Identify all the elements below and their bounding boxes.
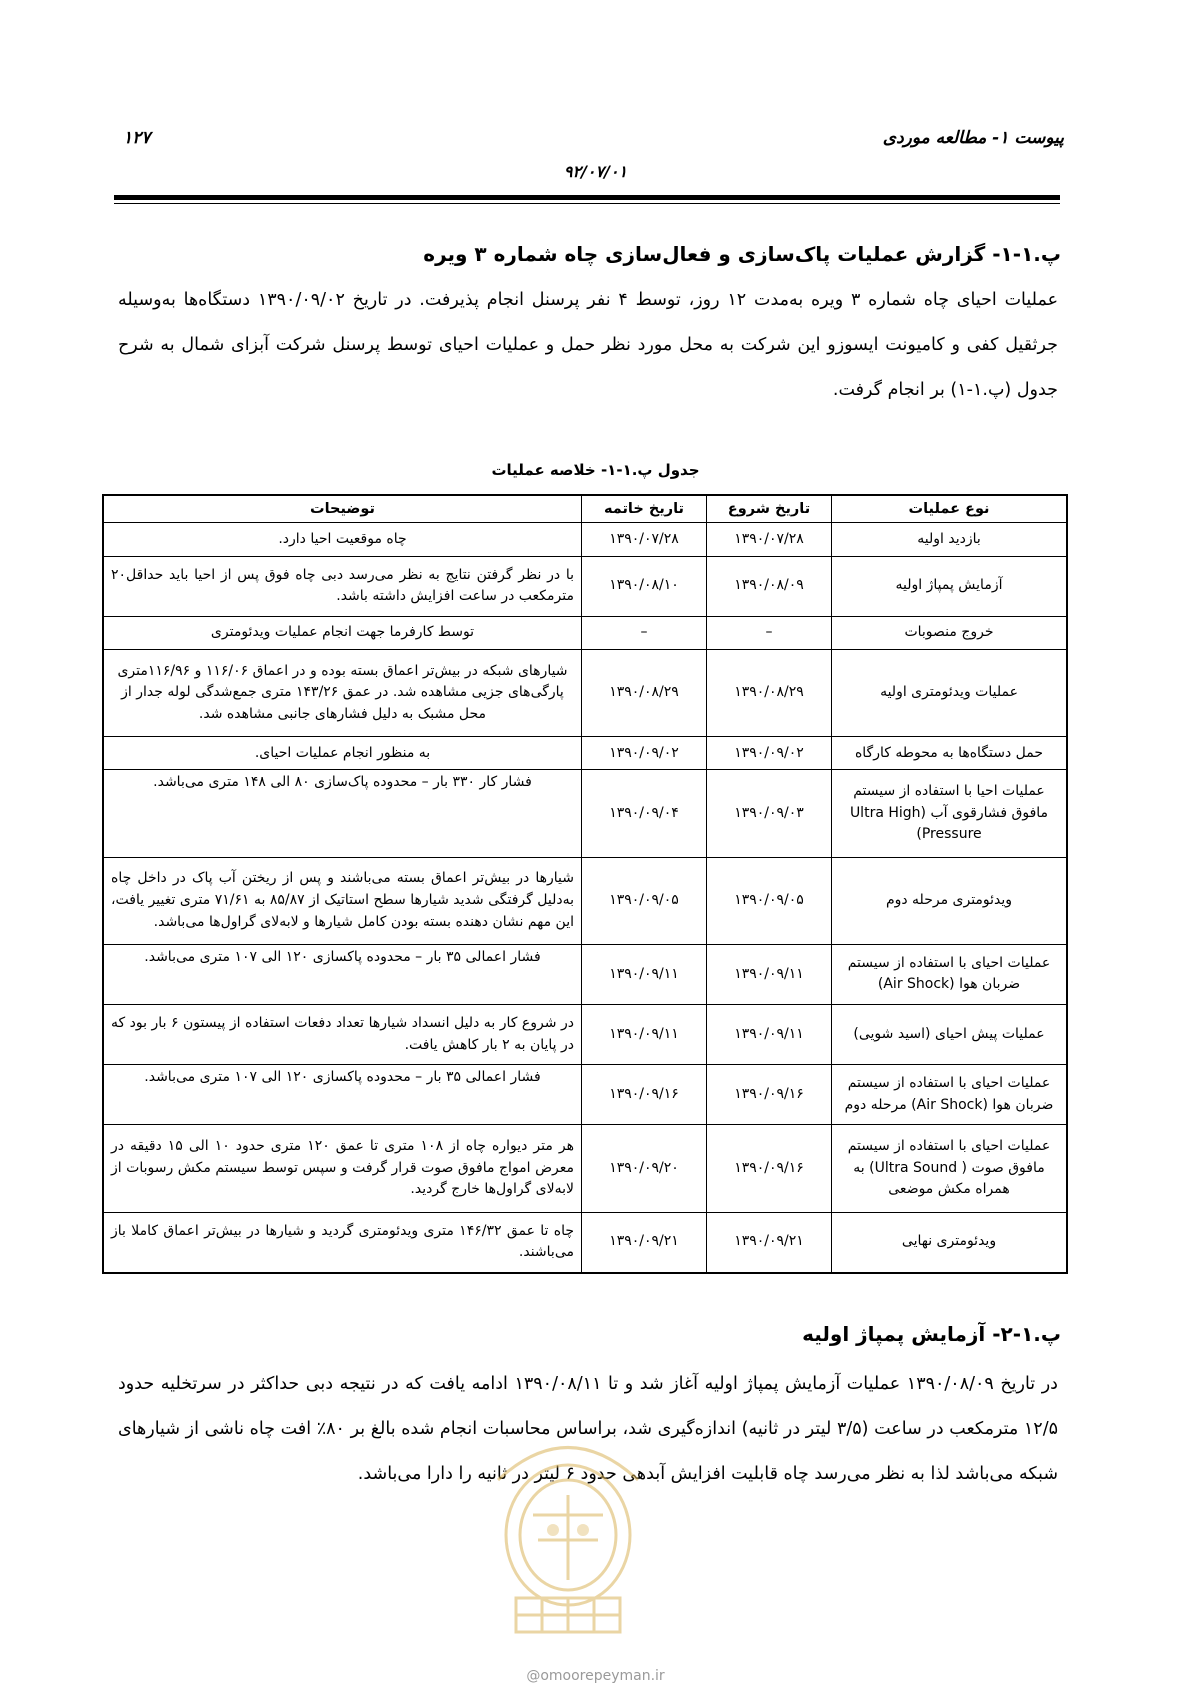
- cell-description: توسط کارفرما جهت انجام عملیات ویدئومتری: [103, 616, 582, 649]
- cell-description: فشار اعمالی ۳۵ بار – محدوده پاکسازی ۱۲۰ الی ۱۰۷ متری می‌باشد.: [103, 1065, 582, 1125]
- cell-end-date: ۱۳۹۰/۰۹/۲۰: [582, 1125, 707, 1212]
- table-row: [103, 650, 1067, 737]
- header-end-date: تاریخ خاتمه: [582, 495, 707, 523]
- seal-stamp-logo: [478, 1420, 658, 1650]
- watermark-url: @omoorepeyman.ir: [526, 1668, 665, 1684]
- cell-operation-type: ویدئومتری مرحله دوم: [832, 857, 1068, 944]
- header-description: توضیحات: [103, 495, 582, 523]
- cell-start-date: ۱۳۹۰/۰۹/۰۲: [707, 737, 832, 770]
- cell-start-date: ۱۳۹۰/۰۹/۱۶: [707, 1065, 832, 1125]
- header-start-date: تاریخ شروع: [707, 495, 832, 523]
- document-code: ۹۲/۰۷/۰۱: [563, 162, 628, 181]
- cell-start-date: ۱۳۹۰/۰۸/۲۹: [707, 650, 832, 737]
- header-rule-thick: [114, 195, 1060, 200]
- table-row: [103, 1005, 1067, 1065]
- cell-operation-type: آزمایش پمپاژ اولیه: [832, 556, 1068, 616]
- cell-end-date: ۱۳۹۰/۰۹/۱۱: [582, 944, 707, 1004]
- cell-end-date: ۱۳۹۰/۰۸/۱۰: [582, 556, 707, 616]
- cell-operation-type: عملیات احیا با استفاده از سیستم مافوق فشارقوی آب (Ultra High Pressure): [832, 770, 1068, 857]
- cell-start-date: ۱۳۹۰/۰۹/۰۵: [707, 857, 832, 944]
- cell-description: فشار اعمالی ۳۵ بار – محدوده پاکسازی ۱۲۰ الی ۱۰۷ متری می‌باشد.: [103, 944, 582, 1004]
- table-row: [103, 1125, 1067, 1212]
- cell-start-date: ۱۳۹۰/۰۹/۱۱: [707, 944, 832, 1004]
- cell-operation-type: عملیات احیای با استفاده از سیستم ضربان هوا (Air Shock) مرحله دوم: [832, 1065, 1068, 1125]
- cell-end-date: ۱۳۹۰/۰۹/۱۶: [582, 1065, 707, 1125]
- cell-start-date: ۱۳۹۰/۰۹/۲۱: [707, 1212, 832, 1273]
- cell-end-date: ۱۳۹۰/۰۹/۱۱: [582, 1005, 707, 1065]
- table-header-row: [103, 495, 1067, 523]
- table-row: [103, 556, 1067, 616]
- table-row: [103, 770, 1067, 857]
- cell-description: در شروع کار به دلیل انسداد شیارها تعداد دفعات استفاده از پیستون ۶ بار بود که در پایان به ۲ بار کاهش یافت.: [103, 1005, 582, 1065]
- section-1-paragraph: عملیات احیای چاه شماره ۳ ویره به‌مدت ۱۲ روز، توسط ۴ نفر پرسنل انجام پذیرفت. در تاریخ ۱۳۹۰/۰۹/۰۲ دستگاه‌ها به‌وسیله جرثقیل کفی و کامیونت ایسوزو این شرکت به محل مورد نظر حمل و عملیات احیای توسط پرسنل شرکت آبزای شمال به شرح جدول (پ.۱-۱) بر انجام گرفت.: [118, 290, 1059, 400]
- operations-table: [102, 494, 1068, 1274]
- cell-operation-type: بازدید اولیه: [832, 523, 1068, 556]
- cell-end-date: ۱۳۹۰/۰۹/۰۴: [582, 770, 707, 857]
- section-1-heading: پ.۱-۱- گزارش عملیات پاک‌سازی و فعال‌سازی چاه شماره ۳ ویره: [423, 242, 1061, 266]
- cell-end-date: ۱۳۹۰/۰۹/۰۲: [582, 737, 707, 770]
- cell-start-date: ۱۳۹۰/۰۹/۰۳: [707, 770, 832, 857]
- cell-operation-type: عملیات احیای با استفاده از سیستم مافوق صوت ( Ultra Sound) به همراه مکش موضعی: [832, 1125, 1068, 1212]
- running-header-title: پیوست ۱- مطالعه موردی: [882, 128, 1064, 148]
- cell-start-date: ۱۳۹۰/۰۸/۰۹: [707, 556, 832, 616]
- table-row: [103, 857, 1067, 944]
- table-row: [103, 1065, 1067, 1125]
- cell-end-date: ۱۳۹۰/۰۹/۲۱: [582, 1212, 707, 1273]
- cell-description: چاه موقعیت احیا دارد.: [103, 523, 582, 556]
- table-row: [103, 1212, 1067, 1273]
- section-2-heading: پ.۱-۲- آزمایش پمپاژ اولیه: [802, 1322, 1061, 1346]
- page-number: ۱۲۷: [123, 128, 151, 148]
- table-row: [103, 523, 1067, 556]
- cell-operation-type: خروج منصوبات: [832, 616, 1068, 649]
- cell-start-date: ۱۳۹۰/۰۹/۱۱: [707, 1005, 832, 1065]
- table-row: [103, 616, 1067, 649]
- cell-operation-type: عملیات ویدئومتری اولیه: [832, 650, 1068, 737]
- table-caption: جدول پ.۱-۱- خلاصه عملیات: [491, 461, 700, 479]
- cell-description: فشار کار ۳۳۰ بار – محدوده پاک‌سازی ۸۰ الی ۱۴۸ متری می‌باشد.: [103, 770, 582, 857]
- header-operation-type: نوع عملیات: [832, 495, 1068, 523]
- cell-description: هر متر دیواره چاه از ۱۰۸ متری تا عمق ۱۲۰ متری حدود ۱۰ الی ۱۵ دقیقه در معرض امواج مافوق صوت قرار گرفت و سپس توسط سیستم مکش رسوبات از لابه‌لای گراول‌ها خارج گردید.: [103, 1125, 582, 1212]
- section-2-paragraph: در تاریخ ۱۳۹۰/۰۸/۰۹ عملیات آزمایش پمپاژ اولیه آغاز شد و تا ۱۳۹۰/۰۸/۱۱ ادامه یافت که در نتیجه دبی حداکثر در سرتخلیه حدود ۱۲/۵ مترمکعب در ساعت (۳/۵ لیتر در ثانیه) اندازه‌گیری شد، براساس محاسبات انجام شده بالغ بر ۸۰٪ افت چاه ناشی از شیارهای شبکه می‌باشد لذا به نظر می‌رسد چاه قابلیت افزایش آبدهی حدود ۶ لیتر در ثانیه را دارا می‌باشد.: [118, 1374, 1059, 1484]
- cell-description: چاه تا عمق ۱۴۶/۳۲ متری ویدئومتری گردید و شیارها در بیش‌تر اعماق کاملا باز می‌باشند.: [103, 1212, 582, 1273]
- cell-end-date: –: [582, 616, 707, 649]
- cell-start-date: ۱۳۹۰/۰۷/۲۸: [707, 523, 832, 556]
- cell-start-date: –: [707, 616, 832, 649]
- cell-description: به منظور انجام عملیات احیای.: [103, 737, 582, 770]
- header-rule-thin: [114, 203, 1060, 204]
- table-row: [103, 944, 1067, 1004]
- cell-start-date: ۱۳۹۰/۰۹/۱۶: [707, 1125, 832, 1212]
- table-row: [103, 737, 1067, 770]
- cell-end-date: ۱۳۹۰/۰۹/۰۵: [582, 857, 707, 944]
- cell-description: شیارها در بیش‌تر اعماق بسته می‌باشند و پس از ریختن آب پاک در داخل چاه به‌دلیل گرفتگی شدید شیارها سطح استاتیک از ۸۵/۸۷ به ۷۱/۶۱ متری تغییر یافت، این مهم نشان دهنده بسته بودن کامل شیارها و لابه‌لای گراول‌ها می‌باشد.: [103, 857, 582, 944]
- cell-end-date: ۱۳۹۰/۰۸/۲۹: [582, 650, 707, 737]
- cell-operation-type: عملیات پیش احیای (اسید شویی): [832, 1005, 1068, 1065]
- cell-operation-type: ویدئومتری نهایی: [832, 1212, 1068, 1273]
- cell-end-date: ۱۳۹۰/۰۷/۲۸: [582, 523, 707, 556]
- cell-description: شیارهای شبکه در بیش‌تر اعماق بسته بوده و در اعماق ۱۱۶/۰۶ و ۱۱۶/۹۶متری پارگی‌های جزیی مشاهده شد. در عمق ۱۴۳/۲۶ متری جمع‌شدگی لوله جدار از محل مشبک به دلیل فشارهای جانبی مشاهده شد.: [103, 650, 582, 737]
- cell-description: با در نظر گرفتن نتایج به نظر می‌رسد دبی چاه فوق پس از احیا باید حداقل۲۰ مترمکعب در ساعت افزایش داشته باشد.: [103, 556, 582, 616]
- cell-operation-type: عملیات احیای با استفاده از سیستم ضربان هوا (Air Shock): [832, 944, 1068, 1004]
- cell-operation-type: حمل دستگاه‌ها به محوطه کارگاه: [832, 737, 1068, 770]
